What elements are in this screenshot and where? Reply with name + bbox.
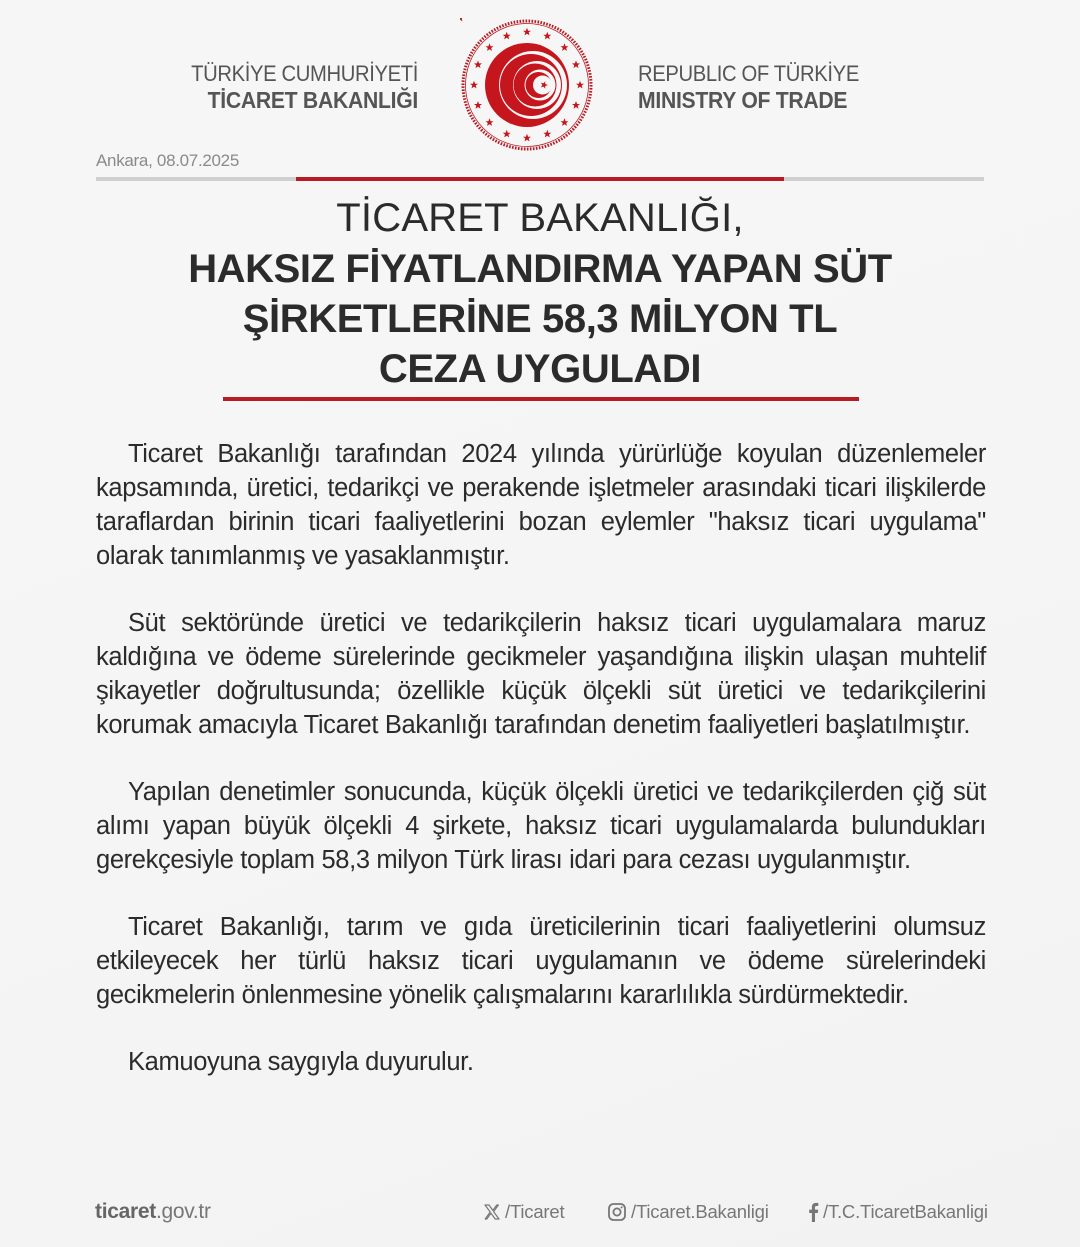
dateline: Ankara, 08.07.2025 [96,151,239,170]
press-release-title [100,192,980,394]
website-bold: ticaret [95,1200,156,1223]
header-divider [96,177,984,181]
body-paragraph-4: Ticaret Bakanlığı, tarım ve gıda üreticilerinin ticari faaliyetlerini olumsuz etkileyecek her türlü haksız ticari uygulamanın ve ödeme sürelerindeki gecikmelerin önlenmesine yönelik çalışmalarını kararlılıkla sürdürmektedir. [96,913,986,1009]
header-republic-en: REPUBLIC OF TÜRKİYE [638,61,859,86]
body-paragraph-2: Süt sektöründe üretici ve tedarikçilerin haksız ticari uygulamalara maruz kaldığına ve ödeme sürelerinde gecikmeler yaşandığına ilişkin ulaşan muhtelif şikayetler doğrultusunda; özellikle küçük ölçekli süt üretici ve tedarikçilerini korumak amacıyla Ticaret Bakanlığı tarafından denetim faaliyetleri başlatılmıştır. [96,609,986,739]
body-paragraph-3: Yapılan denetimler sonucunda, küçük ölçekli üretici ve tedarikçilerden çiğ süt alımı yapan büyük ölçekli 4 şirkete, haksız ticari uygulamalarda bulundukları gerekçesiyle toplam 58,3 milyon Türk lirası idari para cezası uygulanmıştır. [96,778,986,874]
body-closing: Kamuoyuna saygıyla duyurulur. [128,1048,474,1076]
social-instagram-link[interactable] [607,1201,769,1223]
website-domain: .gov.tr [155,1200,211,1223]
header-turkish-name [140,60,418,114]
instagram-icon [607,1202,627,1222]
website-link[interactable] [95,1200,211,1224]
header-ministry-tr: TİCARET BAKANLIĞI [207,87,418,113]
facebook-handle: /T.C.TicaretBakanligi [823,1201,988,1222]
body-paragraph-1: Ticaret Bakanlığı tarafından 2024 yılında yürürlüğe koyulan düzenlemeler kapsamında, üretici, tedarikçi ve perakende işletmeler arasındaki ticari ilişkilerde taraflardan birinin ticari faaliyetlerini bozan eylemler "haksız ticari uygulama" olarak tanımlanmış ve yasaklanmıştır. [96,440,986,570]
x-icon [483,1203,501,1221]
instagram-handle: /Ticaret.Bakanligi [631,1201,769,1222]
press-release-body [96,437,986,1079]
facebook-icon [807,1202,819,1222]
footer [95,1200,990,1230]
ministry-logo-icon [460,18,594,152]
title-line-3: ŞİRKETLERİNE 58,3 MİLYON TL [242,297,838,341]
title-underline [223,397,859,401]
title-line-2: HAKSIZ FİYATLANDIRMA YAPAN SÜT [188,247,892,291]
title-line-1: TİCARET BAKANLIĞI, [336,196,744,240]
header-republic-tr: TÜRKİYE CUMHURİYETİ [191,61,418,86]
title-line-4: CEZA UYGULADI [378,347,702,391]
x-handle: /Ticaret [505,1201,565,1222]
header-english-name [638,60,938,114]
social-facebook-link[interactable] [807,1201,988,1223]
header-divider-accent [296,177,784,181]
social-x-link[interactable] [483,1201,564,1223]
header-ministry-en: MINISTRY OF TRADE [638,87,848,113]
